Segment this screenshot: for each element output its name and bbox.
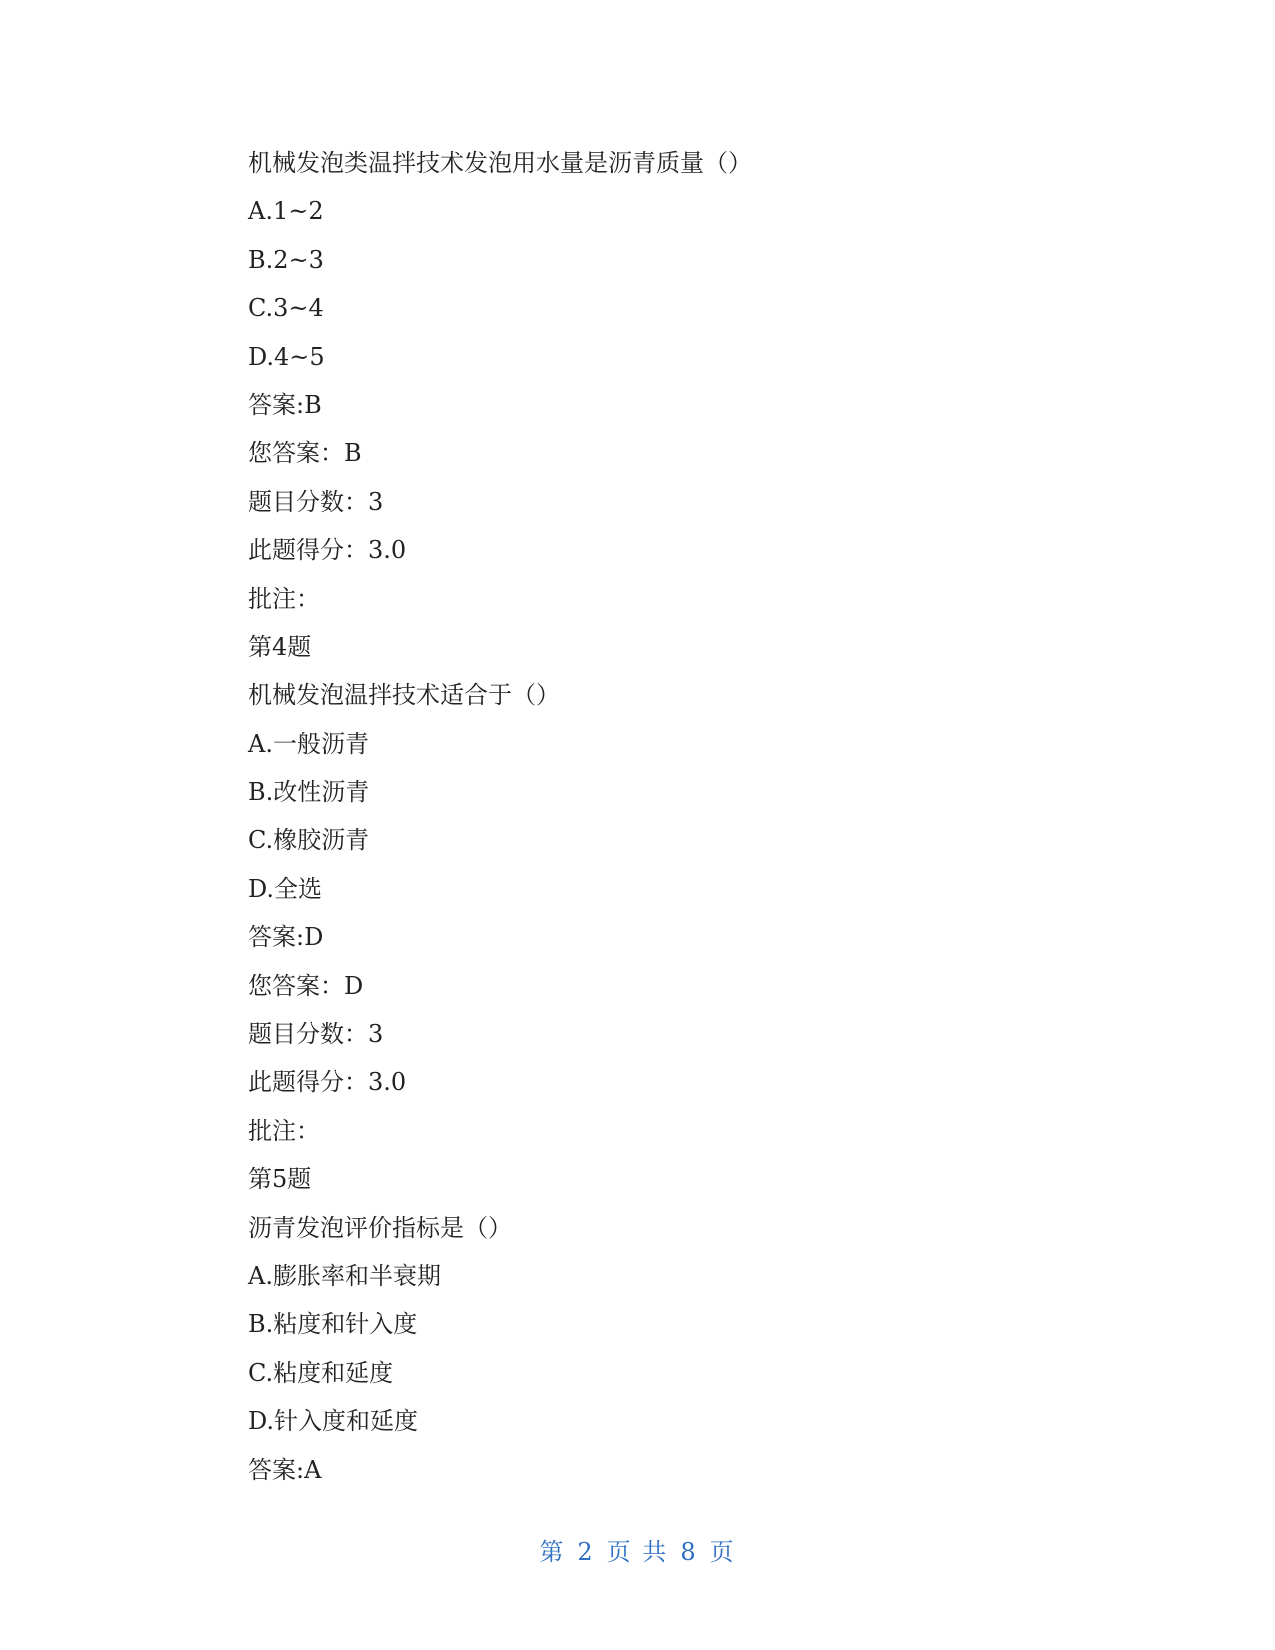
question-3-answer: 答案:B <box>248 390 322 419</box>
question-content <box>248 146 1148 1501</box>
question-4-option-d: D.全选 <box>248 874 323 903</box>
question-3-text: 机械发泡类温拌技术发泡用水量是沥青质量（） <box>248 149 752 177</box>
question-4-score: 此题得分：3.0 <box>248 1068 407 1097</box>
question-5-answer: 答案:A <box>248 1455 322 1484</box>
footer-suffix: 页 <box>709 1538 736 1566</box>
question-3-score: 此题得分：3.0 <box>248 536 407 565</box>
question-3-option-d: D.4~5 <box>248 342 325 371</box>
question-3-your-answer: 您答案：B <box>248 439 362 468</box>
question-3-option-b: B.2~3 <box>248 245 324 274</box>
question-4-option-c: C.橡胶沥青 <box>248 826 370 855</box>
question-3-comment: 批注： <box>248 584 320 613</box>
footer-prefix: 第 <box>539 1538 566 1566</box>
question-4-text: 机械发泡温拌技术适合于（） <box>248 681 560 710</box>
footer-middle: 页 共 <box>606 1538 669 1566</box>
question-4-comment: 批注： <box>248 1116 320 1145</box>
question-4-points: 题目分数：3 <box>248 1020 384 1049</box>
question-4-heading: 第4题 <box>248 632 312 661</box>
question-5-option-d: D.针入度和延度 <box>248 1407 419 1436</box>
question-4-option-a: A.一般沥青 <box>248 729 369 758</box>
footer-total-pages: 8 <box>680 1538 698 1566</box>
question-4-option-b: B.改性沥青 <box>248 778 370 807</box>
question-5-option-a: A.膨胀率和半衰期 <box>248 1261 441 1290</box>
question-5-text: 沥青发泡评价指标是（） <box>248 1213 512 1242</box>
question-5-option-b: B.粘度和针入度 <box>248 1310 418 1339</box>
footer-current-page: 2 <box>577 1538 595 1566</box>
question-4-answer: 答案:D <box>248 923 324 952</box>
question-4-your-answer: 您答案：D <box>248 971 364 1000</box>
page-footer <box>0 1532 1275 1567</box>
question-3-option-c: C.3~4 <box>248 294 324 323</box>
question-3-points: 题目分数：3 <box>248 487 384 516</box>
question-3-option-a: A.1~2 <box>248 197 324 226</box>
question-5-option-c: C.粘度和延度 <box>248 1358 394 1387</box>
question-5-heading: 第5题 <box>248 1165 312 1194</box>
